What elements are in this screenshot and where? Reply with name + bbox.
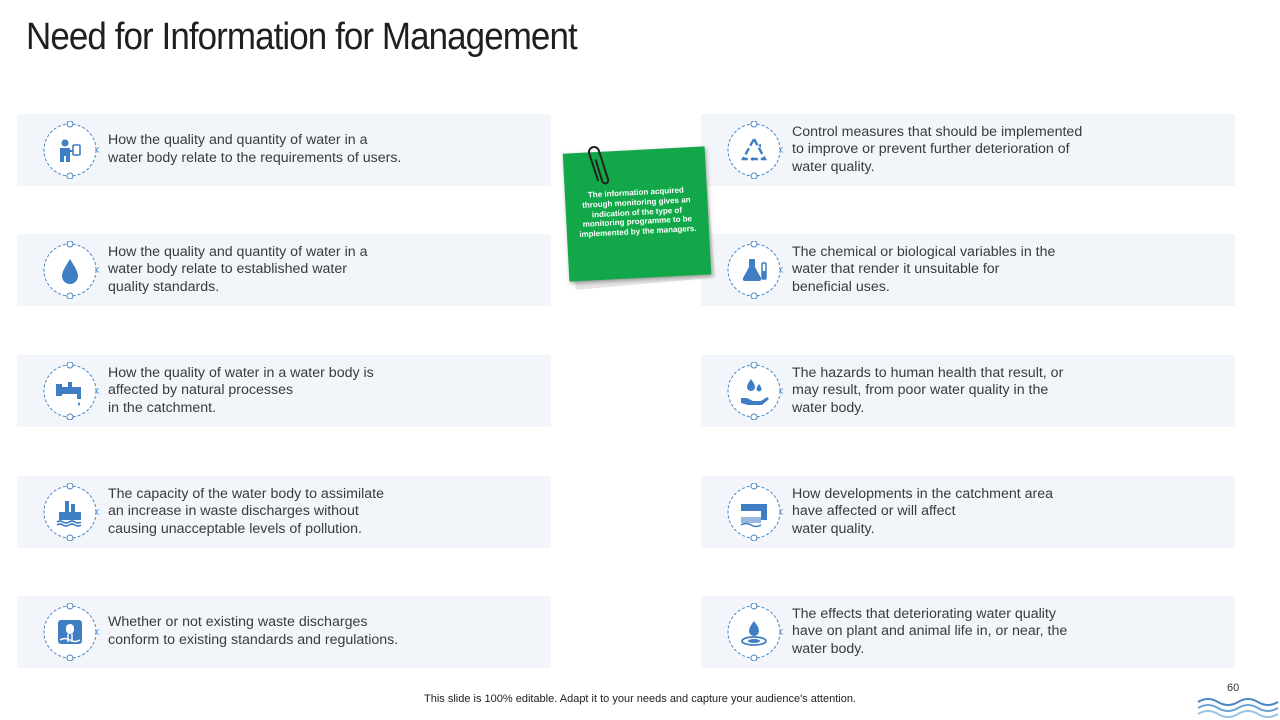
paperclip-icon [586, 140, 616, 192]
info-card [701, 114, 1235, 186]
card-text: The capacity of the water body to assimilate an increase in waste discharges without causing unacceptable levels of pollution. [108, 485, 385, 537]
water-drop-icon [41, 241, 99, 299]
icon-badge [725, 362, 783, 420]
icon-badge [725, 121, 783, 179]
card-text: How the quality and quantity of water in a water body relate to the requirements of users. [108, 132, 402, 166]
water-tap-icon [41, 362, 99, 420]
card-text: The effects that deteriorating water quality have on plant and animal life in, or near, the water body. [792, 605, 1068, 657]
card-text: How developments in the catchment area have affected or will affect water quality. [792, 485, 1054, 537]
lab-flask-icon [725, 241, 783, 299]
icon-badge [725, 483, 783, 541]
factory-waste-icon [41, 483, 99, 541]
icon-badge [41, 483, 99, 541]
water-ripple-icon [725, 603, 783, 661]
icon-badge [41, 362, 99, 420]
info-card [701, 476, 1235, 548]
icon-badge [41, 121, 99, 179]
info-card [17, 234, 551, 306]
info-card [701, 234, 1235, 306]
slide-title: Need for Information for Management [26, 16, 577, 58]
card-text: The hazards to human health that result, or may result, from poor water quality in the water body. [792, 364, 1064, 416]
water-user-icon [41, 121, 99, 179]
card-text: Control measures that should be implemented to improve or prevent further deterioration of water quality. [792, 123, 1083, 175]
card-text: How the quality and quantity of water in a water body relate to established water quality standards. [108, 243, 368, 295]
info-card [17, 476, 551, 548]
drain-pipe-icon [725, 483, 783, 541]
icon-badge [41, 603, 99, 661]
waves-logo-icon [1196, 694, 1280, 720]
note-text: The information acquired through monitoring gives an indication of the type of monitoring programme to be implemented by the managers. [579, 185, 697, 240]
info-card [701, 596, 1235, 668]
hand-drops-icon [725, 362, 783, 420]
info-card [17, 355, 551, 427]
info-card [17, 596, 551, 668]
icon-badge [725, 603, 783, 661]
page-number: 60 [1227, 682, 1240, 694]
icon-badge [41, 241, 99, 299]
recycle-triangle-icon [725, 121, 783, 179]
discharge-outlet-icon [41, 603, 99, 661]
footer-text: This slide is 100% editable. Adapt it to your needs and capture your audience's attention. [424, 693, 856, 705]
icon-badge [725, 241, 783, 299]
card-text: The chemical or biological variables in the water that render it unsuitable for beneficial uses. [792, 243, 1056, 295]
info-card [17, 114, 551, 186]
card-text: Whether or not existing waste discharges conform to existing standards and regulations. [108, 614, 399, 648]
info-card [701, 355, 1235, 427]
card-text: How the quality of water in a water body is affected by natural processes in the catchment. [108, 364, 374, 416]
